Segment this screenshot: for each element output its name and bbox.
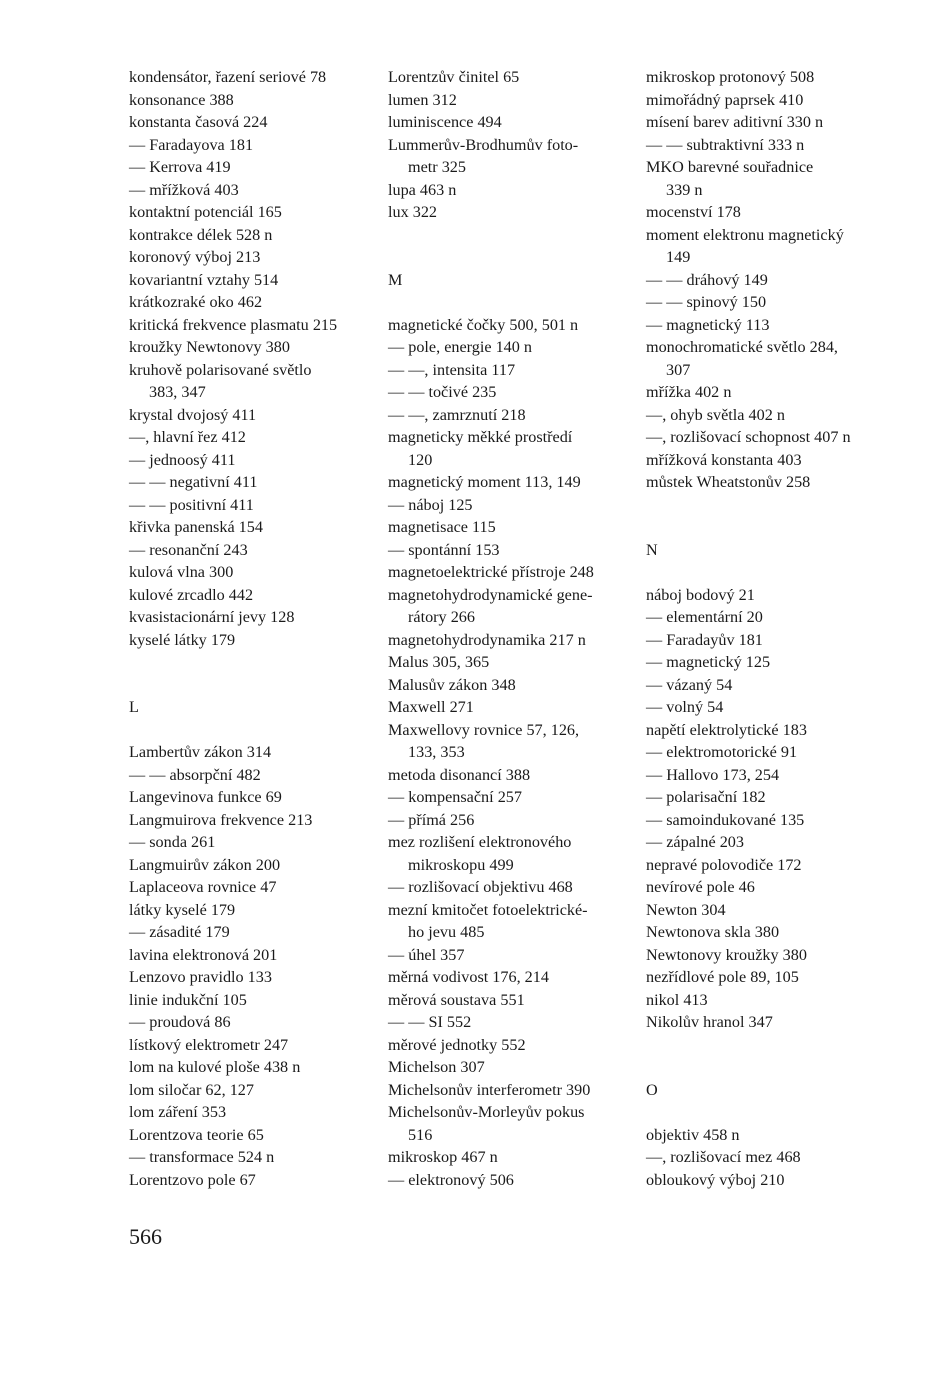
index-entry: —, ohyb světla 402 n xyxy=(646,405,785,424)
index-entry-continuation: 133, 353 xyxy=(408,743,465,761)
blank-line xyxy=(388,224,638,247)
index-entry: — kompensační 257 xyxy=(388,788,522,806)
index-entry: nikol 413 xyxy=(646,990,708,1009)
index-entry: obloukový výboj 210 xyxy=(646,1170,785,1189)
index-entry: kulová vlna 300 xyxy=(129,563,234,581)
blank-line xyxy=(388,291,638,314)
index-entry: — vázaný 54 xyxy=(646,675,733,694)
index-entry: nevírové pole 46 xyxy=(646,878,755,896)
index-entry-continuation: 149 xyxy=(666,248,691,266)
index-entry: Lorentzův činitel 65 xyxy=(388,68,520,86)
index-entry: náboj bodový 21 xyxy=(646,585,755,604)
index-entry-continuation: 120 xyxy=(408,450,433,469)
index-entry: měrová soustava 551 xyxy=(388,990,525,1009)
index-entry: kritická frekvence plasmatu 215 xyxy=(129,315,338,334)
index-entry: magnetický moment 113, 149 xyxy=(388,473,581,491)
index-entry: Maxwellovy rovnice 57, 126, xyxy=(388,720,580,739)
index-entry: kovariantní vztahy 514 xyxy=(129,270,279,289)
index-entry: — — negativní 411 xyxy=(129,473,258,491)
page-number: 566 xyxy=(129,1224,162,1249)
index-entry: kondensátor, řazení seriové 78 xyxy=(129,68,327,86)
index-entry: konsonance 388 xyxy=(129,90,234,109)
index-entry: Langmuirův zákon 200 xyxy=(129,855,281,874)
index-entry: lístkový elektrometr 247 xyxy=(129,1035,289,1054)
index-entry: lom siločar 62, 127 xyxy=(129,1080,254,1099)
index-entry: mikroskop 467 n xyxy=(388,1148,498,1166)
index-entry: koronový výboj 213 xyxy=(129,248,261,266)
index-entry: Laplaceova rovnice 47 xyxy=(129,878,277,896)
index-entry: měrná vodivost 176, 214 xyxy=(388,968,549,986)
index-entry: magnetohydrodynamické gene- xyxy=(388,585,593,604)
index-entry: — — SI 552 xyxy=(388,1013,472,1031)
index-entry: Langevinova funkce 69 xyxy=(129,788,282,806)
index-entry: mísení barev aditivní 330 n xyxy=(646,113,824,131)
index-entry: — — dráhový 149 xyxy=(646,270,768,289)
index-entry: metoda disonancí 388 xyxy=(388,765,531,784)
index-entry: monochromatické světlo 284, xyxy=(646,338,838,356)
index-column-3 xyxy=(646,66,901,1191)
index-entry: krystal dvojosý 411 xyxy=(129,405,257,424)
blank-line xyxy=(646,494,901,517)
index-entry: magnetické čočky 500, 501 n xyxy=(388,315,579,334)
index-entry: kontrakce délek 528 n xyxy=(129,225,273,244)
index-entry: Malusův zákon 348 xyxy=(388,675,516,694)
index-entry: mikroskop protonový 508 xyxy=(646,68,815,86)
section-letter: L xyxy=(129,698,139,716)
index-entry: kroužky Newtonovy 380 xyxy=(129,338,290,356)
index-entry: můstek Wheatstonův 258 xyxy=(646,473,811,491)
index-entry: látky kyselé 179 xyxy=(129,900,236,919)
index-entry: kulové zrcadlo 442 xyxy=(129,585,254,604)
index-entry: Nikolův hranol 347 xyxy=(646,1013,773,1031)
section-letter: N xyxy=(646,540,658,559)
index-entry: Michelsonův interferometr 390 xyxy=(388,1080,591,1099)
index-entry: — — absorpční 482 xyxy=(129,765,261,784)
blank-line xyxy=(646,1101,901,1124)
index-entry: — rozlišovací objektivu 468 xyxy=(388,878,573,896)
index-entry: nezřídlové pole 89, 105 xyxy=(646,968,799,986)
index-entry: Langmuirova frekvence 213 xyxy=(129,810,313,829)
index-entry: MKO barevné souřadnice xyxy=(646,158,814,176)
index-entry: mez rozlišení elektronového xyxy=(388,833,572,851)
index-entry-continuation: 383, 347 xyxy=(149,383,206,401)
index-entry: — — točivé 235 xyxy=(388,383,497,401)
index-entry: lom na kulové ploše 438 n xyxy=(129,1058,301,1076)
index-entry: — — subtraktivní 333 n xyxy=(646,135,805,154)
index-entry: — elektromotorické 91 xyxy=(646,743,798,761)
blank-line xyxy=(646,516,901,539)
index-entry: kontaktní potenciál 165 xyxy=(129,203,282,221)
index-entry: Newtonova skla 380 xyxy=(646,923,780,941)
index-entry: — úhel 357 xyxy=(388,945,465,964)
index-entry: — náboj 125 xyxy=(388,495,473,514)
index-entry-continuation: 307 xyxy=(666,360,691,379)
index-entry-continuation: 516 xyxy=(408,1125,433,1144)
index-entry: Lorentzova teorie 65 xyxy=(129,1125,264,1144)
index-entry: — —, intensita 117 xyxy=(388,360,516,379)
index-entry: Lummerův-Brodhumův foto- xyxy=(388,135,579,154)
index-entry: — zásadité 179 xyxy=(129,923,230,941)
index-entry: lom záření 353 xyxy=(129,1103,227,1121)
index-entry: lavina elektronová 201 xyxy=(129,945,278,964)
index-entry: moment elektronu magnetický xyxy=(646,225,844,244)
index-entry: Newton 304 xyxy=(646,900,726,919)
index-entry: magnetisace 115 xyxy=(388,518,496,536)
index-entry: linie indukční 105 xyxy=(129,990,247,1009)
index-entry: — — positivní 411 xyxy=(129,495,254,514)
index-entry: — zápalné 203 xyxy=(646,833,744,851)
blank-line xyxy=(388,246,638,269)
index-entry: — elementární 20 xyxy=(646,608,763,626)
index-entry-continuation: mikroskopu 499 xyxy=(408,855,514,874)
index-entry: —, hlavní řez 412 xyxy=(129,428,246,446)
index-entry: — Faradayova 181 xyxy=(129,135,254,154)
index-entry: Malus 305, 365 xyxy=(388,653,490,671)
blank-line xyxy=(646,561,901,584)
index-entry: mocenství 178 xyxy=(646,203,741,221)
index-entry: — resonanční 243 xyxy=(129,540,248,559)
index-entry: — — spinový 150 xyxy=(646,293,767,311)
index-entry: magnetohydrodynamika 217 n xyxy=(388,630,586,649)
index-entry: — polarisační 182 xyxy=(646,788,766,806)
index-entry: — elektronový 506 xyxy=(388,1170,514,1189)
section-letter: O xyxy=(646,1080,658,1099)
index-entry: konstanta časová 224 xyxy=(129,113,268,131)
index-entry: — transformace 524 n xyxy=(129,1148,275,1166)
index-entry: Maxwell 271 xyxy=(388,698,474,716)
blank-line xyxy=(129,674,379,697)
index-entry: Lenzovo pravidlo 133 xyxy=(129,968,272,986)
index-entry: kvasistacionární jevy 128 xyxy=(129,608,295,626)
index-entry-continuation: rátory 266 xyxy=(408,608,475,626)
index-entry: —, rozlišovací mez 468 xyxy=(646,1148,801,1166)
index-entry: lupa 463 n xyxy=(388,180,457,199)
index-entry: — magnetický 125 xyxy=(646,653,771,671)
blank-line xyxy=(129,651,379,674)
index-entry: mimořádný paprsek 410 xyxy=(646,90,804,109)
index-entry: — pole, energie 140 n xyxy=(388,338,533,356)
index-entry: krátkozraké oko 462 xyxy=(129,293,263,311)
index-entry: mřížka 402 n xyxy=(646,383,732,401)
index-entry: mezní kmitočet fotoelektrické- xyxy=(388,900,588,919)
index-entry: — proudová 86 xyxy=(129,1013,231,1031)
index-column-1 xyxy=(129,66,379,1191)
index-entry: —, rozlišovací schopnost 407 n xyxy=(646,428,851,446)
index-column-2 xyxy=(388,66,638,1191)
index-entry: napětí elektrolytické 183 xyxy=(646,720,807,739)
index-entry-continuation: ho jevu 485 xyxy=(408,923,485,941)
index-entry: — mřížková 403 xyxy=(129,180,239,199)
index-entry: nepravé polovodiče 172 xyxy=(646,855,802,874)
index-entry: mřížková konstanta 403 xyxy=(646,450,802,469)
index-entry: Lambertův zákon 314 xyxy=(129,743,272,761)
index-entry: — Hallovo 173, 254 xyxy=(646,765,780,784)
blank-line xyxy=(129,719,379,742)
index-entry: Michelsonův-Morleyův pokus xyxy=(388,1103,585,1121)
index-entry: — jednoosý 411 xyxy=(129,450,236,469)
index-entry: kyselé látky 179 xyxy=(129,630,236,649)
index-entry: — volný 54 xyxy=(646,698,724,716)
index-entry: Newtonovy kroužky 380 xyxy=(646,945,807,964)
index-entry: magneticky měkké prostředí xyxy=(388,428,573,446)
index-entry: křivka panenská 154 xyxy=(129,518,263,536)
index-entry: lumen 312 xyxy=(388,90,457,109)
index-entry: — —, zamrznutí 218 xyxy=(388,405,526,424)
index-entry: — samoindukované 135 xyxy=(646,810,805,829)
index-entry: měrové jednotky 552 xyxy=(388,1035,526,1054)
index-entry: objektiv 458 n xyxy=(646,1125,740,1144)
index-entry-continuation: metr 325 xyxy=(408,158,466,176)
index-entry: Lorentzovo pole 67 xyxy=(129,1170,256,1189)
blank-line xyxy=(646,1056,901,1079)
index-entry: lux 322 xyxy=(388,203,438,221)
index-entry: luminiscence 494 xyxy=(388,113,502,131)
index-entry: — spontánní 153 xyxy=(388,540,500,559)
index-entry: — Faradayův 181 xyxy=(646,630,763,649)
index-entry: — přímá 256 xyxy=(388,810,475,829)
index-entry: Michelson 307 xyxy=(388,1058,485,1076)
index-entry: — sonda 261 xyxy=(129,833,216,851)
blank-line xyxy=(646,1034,901,1057)
section-letter: M xyxy=(388,270,403,289)
index-entry: kruhově polarisované světlo xyxy=(129,360,312,379)
index-entry: — magnetický 113 xyxy=(646,315,770,334)
index-entry-continuation: 339 n xyxy=(666,180,703,199)
index-entry: magnetoelektrické přístroje 248 xyxy=(388,563,594,581)
index-entry: — Kerrova 419 xyxy=(129,158,231,176)
